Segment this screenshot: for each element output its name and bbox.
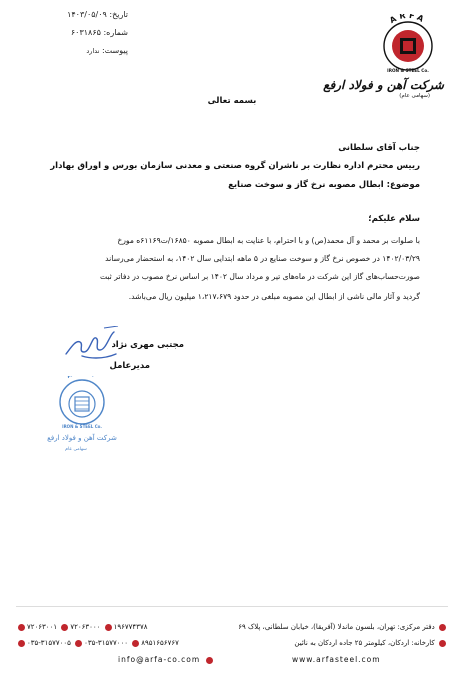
footer-factory <box>238 639 448 647</box>
number-label: شماره: <box>103 28 128 37</box>
stamp-company-name: شرکت آهن و فولاد ارفع <box>47 434 117 442</box>
footer-factory-text: کارخانه: اردکان، کیلومتر ۲۵ جاده اردکان به نائین <box>294 639 435 647</box>
attachment-value: ندارد <box>86 47 100 55</box>
body-line-1 <box>24 234 420 248</box>
footer-phones-row-2 <box>16 639 236 647</box>
body-line-1-text: با صلوات بر محمد و آل محمد(ص) و با احترام، با عنایت به ابطال مصوبه ۱۶۸۵۰/ت۶۱۱۶۹ه مورخ <box>117 236 420 245</box>
fax-icon-2 <box>18 640 25 647</box>
phone-icon-2 <box>61 624 68 631</box>
number-value: ۶۰۳۱۸۶۵ <box>70 28 101 37</box>
recipient-title: رییس محترم اداره نظارت بر ناشران گروه صنعتی و معدنی سازمان بورس و اوراق بهادار <box>50 161 420 171</box>
date-value: ۱۴۰۳/۰۵/۰۹ <box>67 10 107 19</box>
fax-icon-1 <box>18 624 25 631</box>
date-row <box>44 10 128 19</box>
body-line-2: ۱۴۰۲/۰۳/۲۹ در خصوص نرخ گاز و سوخت صنایع در ۵ ماهه ابتدایی سال ۱۴۰۲، به استحضار می‌رساند <box>105 254 420 263</box>
location-icon <box>439 624 446 631</box>
footer-email[interactable] <box>118 655 215 664</box>
footer-head-office-text: دفتر مرکزی: تهران، بلسون ماندلا (آفریقا)، خیابان سلطانی، پلاک ۶۹ <box>238 623 435 631</box>
recipient-name: جناب آقای سلطانی <box>338 143 420 153</box>
phone-icon-3 <box>75 640 82 647</box>
footer-website[interactable] <box>292 655 381 664</box>
number-row <box>44 28 128 37</box>
footer-divider <box>16 606 448 607</box>
stamp-emblem-icon <box>36 376 128 454</box>
signer-name: مجتبی مهری نژاد <box>111 340 184 350</box>
greeting: سلام علیکم؛ <box>368 214 420 224</box>
postal-icon-1 <box>105 624 112 631</box>
logo-company-sub: (سهامی عام) <box>399 93 430 99</box>
body-line-3: صورت‌حساب‌های گاز این شرکت در ماه‌های تیر و مرداد سال ۱۴۰۲ بر اساس نرخ مصوب در دفاتر ثبت <box>99 272 420 281</box>
phone-1: ۱۹۶۷۷۴۳۷۸ <box>113 623 148 631</box>
footer-phones-row-1 <box>16 623 236 631</box>
stamp-sub-text: IRON & STEEL Co. <box>62 424 102 429</box>
logo-company-name: شرکت آهن و فولاد ارفع <box>323 78 444 92</box>
phone-6: ۰۳۵-۳۱۵۷۷۰۰۵ <box>27 639 71 647</box>
invocation: بسمه تعالی <box>207 96 257 106</box>
phone-4: ۸۹۵۱۶۵۶۷۶۷ <box>141 639 179 647</box>
logo-arc-text: ARFA <box>388 14 428 26</box>
logo-sub-text: IRON & STEEL Co. <box>387 68 429 73</box>
website-link[interactable]: www.arfasteel.com <box>292 655 381 664</box>
logo-emblem-icon <box>372 14 444 74</box>
factory-icon <box>439 640 446 647</box>
svg-text:ARFA <box>388 14 428 25</box>
signer-title: مدیرعامل <box>109 361 150 371</box>
phone-5: ۰۳۵-۳۱۵۷۷۰۰۰ <box>84 639 129 647</box>
subject-line: موضوع: ابطال مصوبه نرخ گاز و سوخت صنایع <box>228 180 420 190</box>
stamp-company-sub: سهامی عام <box>65 447 87 452</box>
attachment-row <box>44 46 128 55</box>
email-icon <box>206 657 213 664</box>
phone-3: ۷۲۰۶۳۰۰۱ <box>27 623 58 631</box>
handwritten-signature-icon <box>62 326 122 366</box>
phone-2: ۷۲۰۶۳۰۰۰ <box>70 623 101 631</box>
email-link[interactable]: info@arfa-co.com <box>118 655 201 664</box>
body-line-4: گردید و آثار مالی ناشی از ابطال این مصوبه مبلغی در حدود ۱،۲۱۷،۶۷۹ میلیون ریال می‌باشد. <box>128 292 420 301</box>
attachment-label: پیوست: <box>101 46 128 55</box>
date-label: تاریخ: <box>109 10 128 19</box>
company-stamp <box>36 376 128 454</box>
postal-icon-2 <box>132 640 139 647</box>
footer-head-office <box>238 623 448 631</box>
